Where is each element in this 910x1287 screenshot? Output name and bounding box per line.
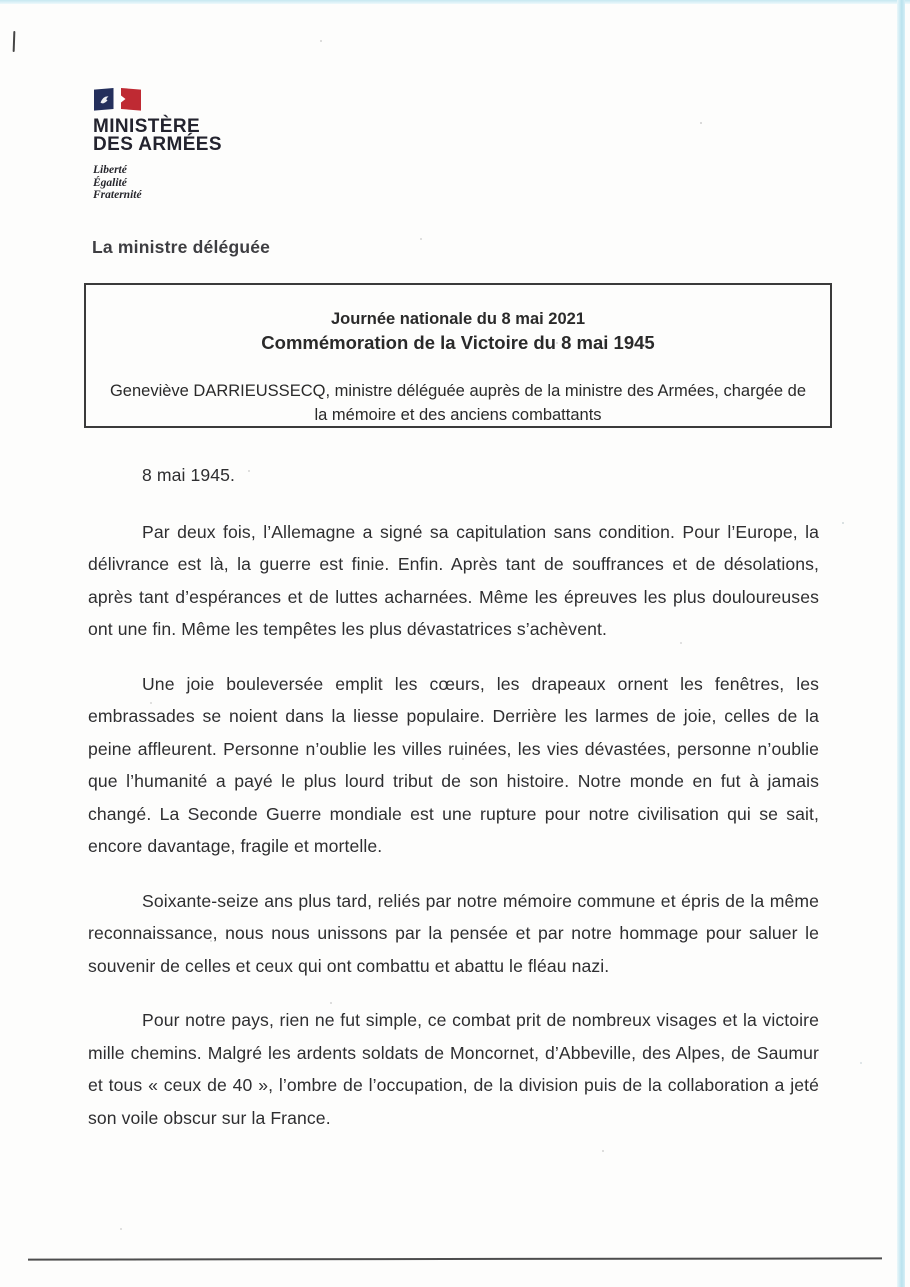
motto-line-fraternite: Fraternité [93, 189, 142, 201]
scan-edge-right [897, 0, 905, 1287]
scan-noise-specks [0, 0, 2, 2]
body-paragraph-2: Une joie bouleversée emplit les cœurs, les drapeaux ornent les fenêtres, les embrassades se noient dans la liesse populaire. Derrière les larmes de joie, celles de la peine affleurent. Personne n’oublie les villes ruinées, les vies dévastées, personne n’oublie que l’humanité a payé le plus lourd tribut de son histoire. Notre monde en fut à jamais changé. La Seconde Guerre mondiale est une rupture pour notre civilisation qui se sait, encore davantage, fragile et mortelle. [88, 673, 819, 856]
ministry-letterhead [93, 88, 222, 202]
opening-date-line: 8 mai 1945. [142, 465, 236, 485]
body-paragraph-1: Par deux fois, l’Allemagne a signé sa capitulation sans condition. Pour l’Europe, la délivrance est là, la guerre est finie. Enfin. Après tant de souffrances et de désolations, après tant d’espérances et de luttes acharnées. Même les épreuves les plus douloureuses ont une fin. Même les tempêtes les plus dévastatrices s’achèvent. [88, 521, 819, 639]
subject-box [84, 283, 832, 428]
ministry-name-line2: DES ARMÉES [93, 133, 222, 155]
french-flag-logo-icon [94, 88, 141, 111]
motto-line-egalite: Égalité [93, 176, 127, 189]
ministry-name [93, 118, 222, 153]
motto-line-liberte: Liberté [93, 164, 127, 176]
subject-title-line2: Commémoration de la Victoire du 8 mai 1945 [261, 332, 655, 353]
body-paragraph-3: Soixante-seize ans plus tard, reliés par notre mémoire commune et épris de la même reconnaissance, nous nous unissons par la pensée et par notre hommage pour saluer le souvenir de celles et ceux qui ont combattu et abattu le fléau nazi. [88, 890, 819, 976]
scan-edge-top [0, 0, 910, 4]
body-paragraph-4: Pour notre pays, rien ne fut simple, ce combat prit de nombreux visages et la victoire mille chemins. Malgré les ardents soldats de Moncornet, d’Abbeville, des Alpes, de Saumur et tous « ceux de 40 », l’ombre de l’occupation, de la division puis de la collaboration a jeté son voile obscur sur la France. [88, 1010, 819, 1128]
subject-title-line1: Journée nationale du 8 mai 2021 [330, 310, 585, 328]
minister-attribution: Geneviève DARRIEUSSECQ, ministre déléguée auprès de la ministre des Armées, chargée de la mémoire et des anciens combattants [109, 382, 807, 424]
republic-motto [93, 164, 222, 202]
ministry-name-line1: MINISTÈRE [93, 116, 201, 137]
scan-corner-mark [13, 31, 16, 52]
sender-title: La ministre déléguée [92, 237, 271, 257]
letter-body [88, 459, 819, 1156]
scan-edge-bottom-line [28, 1257, 882, 1260]
